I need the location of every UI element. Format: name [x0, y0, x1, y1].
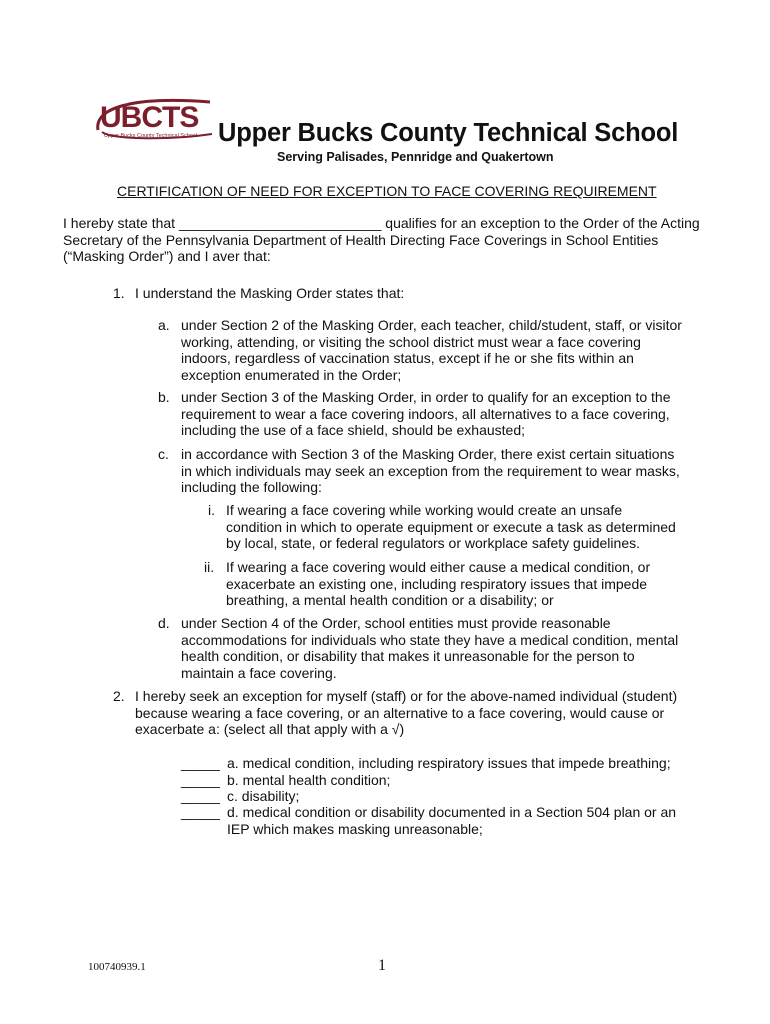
subsubitem-label: i. — [208, 502, 215, 518]
item-number: 2. — [113, 688, 125, 704]
checklist-option: b. mental health condition; — [227, 772, 391, 788]
subitem-text: under Section 2 of the Masking Order, each teacher, child/student, staff, or visitor working, attending, or visiting the school district must wear a face covering indoors, regardless of vaccination status, except if he or she fits within an exception enumerated in the Order; — [181, 317, 682, 383]
checkbox-blank[interactable]: _____ — [181, 804, 220, 820]
item-text: I hereby seek an exception for myself (staff) or for the above-named individual (student) because wearing a face covering, or an alternative to a face covering, would cause or exacerbate a: (select all that apply with a √) — [135, 688, 678, 737]
logo-text: UBCTS — [100, 101, 199, 134]
document-id: 100740939.1 — [88, 961, 146, 973]
checkbox-blank[interactable]: _____ — [181, 755, 220, 771]
school-logo — [92, 94, 222, 144]
subitem-label: c. — [158, 446, 169, 462]
checklist-option — [227, 804, 677, 837]
checklist-option: a. medical condition, including respiratory issues that impede breathing; — [227, 755, 671, 771]
school-subtitle: Serving Palisades, Pennridge and Quakertown — [277, 150, 554, 164]
subsubitem-label: ii. — [204, 559, 215, 575]
subsubitem-text: If wearing a face covering would either cause a medical condition, or exacerbate an existing one, including respiratory issues that impede breathing, a mental health condition or a disability; or — [226, 559, 651, 608]
item-text: I understand the Masking Order states that: — [135, 285, 405, 301]
checklist-option-text: d. medical condition or disability documented in a Section 504 plan or an IEP which makes masking unreasonable; — [227, 804, 677, 837]
checklist-option: c. disability; — [227, 788, 300, 804]
logo-graphic — [92, 94, 222, 144]
subitem-label: b. — [158, 389, 170, 405]
subitem-label: d. — [158, 615, 170, 631]
school-name: Upper Bucks County Technical School — [218, 119, 679, 147]
certification-title: CERTIFICATION OF NEED FOR EXCEPTION TO FACE COVERING REQUIREMENT — [117, 183, 657, 199]
subitem-label: a. — [158, 317, 170, 333]
subsubitem-text: If wearing a face covering while working would create an unsafe condition in which to operate equipment or execute a task as determined by local, state, or federal regulators or workplace safety guidelines. — [226, 502, 676, 551]
intro-paragraph: I hereby state that __________________________ qualifies for an exception to the Order of the Acting Secretary of the Pennsylvania Department of Health Directing Face Coverings in School Entities (“Masking Order”) and I aver that: — [63, 215, 700, 264]
subitem-text: under Section 4 of the Order, school entities must provide reasonable accommodations for individuals who state they have a medical condition, mental health condition, or disability that makes it unreasonable for the person to maintain a face covering. — [181, 615, 679, 681]
checkbox-blank[interactable]: _____ — [181, 772, 220, 788]
subitem-text: under Section 3 of the Masking Order, in order to qualify for an exception to the requirement to wear a face covering indoors, all alternatives to a face covering, including the use of a face shield, should be exhausted; — [181, 389, 671, 438]
logo-subtext: Upper Bucks County Technical School — [104, 133, 198, 139]
checkbox-blank[interactable]: _____ — [181, 788, 220, 804]
page-number: 1 — [378, 957, 386, 974]
subitem-text: in accordance with Section 3 of the Masking Order, there exist certain situations in which individuals may seek an exception from the requirement to wear masks, including the following: — [181, 446, 680, 495]
item-number: 1. — [113, 285, 125, 301]
